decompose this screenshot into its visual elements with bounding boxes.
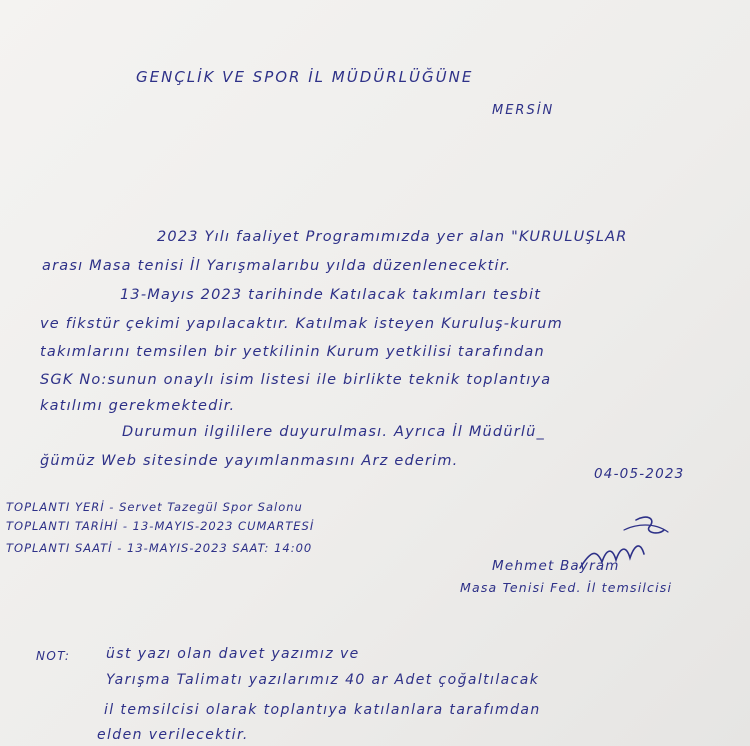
signatory-name: Mehmet Bayram	[492, 558, 620, 574]
meeting-date: TOPLANTI TARİHİ - 13-MAYIS-2023 CUMARTESİ	[6, 519, 315, 533]
city-heading: MERSİN	[492, 103, 555, 118]
meeting-time: TOPLANTI SAATİ - 13-MAYIS-2023 SAAT: 14:00	[6, 541, 313, 555]
note-label: NOT:	[36, 649, 71, 663]
body-line: 2023 Yılı faaliyet Programımızda yer alan "KURULUŞLAR	[157, 229, 628, 245]
letter-date: 04-05-2023	[594, 466, 685, 482]
body-line: arası Masa tenisi İl Yarışmalarıbu yılda düzenlenecektir.	[42, 258, 512, 274]
note-line: il temsilcisi olarak toplantıya katılanlara tarafımdan	[104, 702, 541, 718]
note-line: elden verilecektir.	[97, 727, 249, 743]
note-line: üst yazı olan davet yazımız ve	[106, 646, 360, 662]
signatory-title: Masa Tenisi Fed. İl temsilcisi	[460, 580, 673, 595]
body-line: ve fikstür çekimi yapılacaktır. Katılmak isteyen Kuruluş-kurum	[40, 316, 564, 332]
body-line: ğümüz Web sitesinde yayımlanmasını Arz ederim.	[40, 453, 459, 469]
note-line: Yarışma Talimatı yazılarımız 40 ar Adet çoğaltılacak	[106, 672, 540, 688]
body-line: katılımı gerekmektedir.	[40, 398, 236, 414]
body-line: 13-Mayıs 2023 tarihinde Katılacak takımları tesbit	[120, 287, 542, 303]
body-line: takımlarını temsilen bir yetkilinin Kurum yetkilisi tarafından	[40, 344, 545, 360]
body-line: SGK No:sunun onaylı isim listesi ile birlikte teknik toplantıya	[40, 372, 552, 388]
meeting-place: TOPLANTI YERİ - Servet Tazegül Spor Salonu	[6, 500, 303, 514]
body-line: Durumun ilgililere duyurulması. Ayrıca İl Müdürlü_	[122, 424, 545, 440]
addressee-heading: GENÇLİK VE SPOR İL MÜDÜRLÜĞÜNE	[136, 68, 474, 86]
